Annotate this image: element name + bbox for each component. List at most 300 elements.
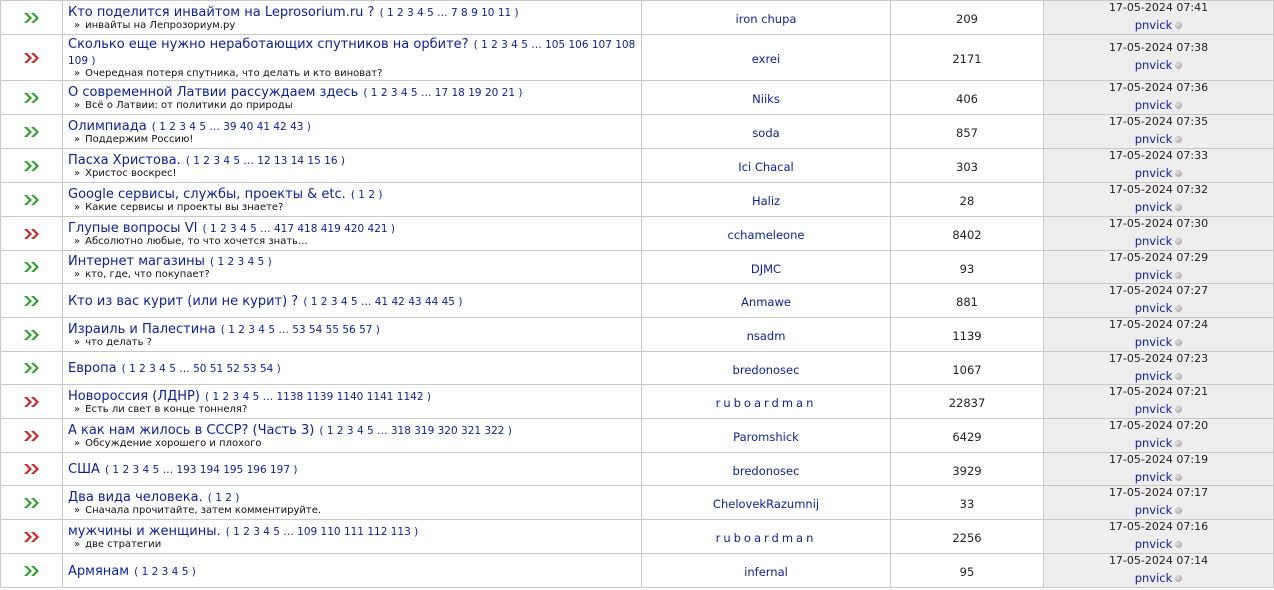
pagination-ellipsis: … — [437, 6, 448, 19]
page-link[interactable]: 21 — [501, 86, 516, 99]
last-post-cell — [1044, 81, 1274, 115]
page-link[interactable]: 321 — [461, 424, 482, 437]
topic-row — [1, 81, 1274, 115]
topic-status-cell — [1, 385, 63, 419]
page-link[interactable]: 17 — [434, 86, 449, 99]
topic-author-cell — [642, 284, 891, 318]
page-link[interactable]: 4 — [417, 6, 424, 19]
new-topic-arrow-icon[interactable] — [24, 494, 40, 513]
page-link[interactable]: 194 — [199, 464, 220, 476]
topic-replies-count: 8402 — [952, 228, 982, 242]
page-link[interactable]: 1 — [193, 154, 200, 167]
page-link[interactable]: 5 — [410, 86, 418, 99]
raquo-icon: » — [74, 133, 81, 145]
topic-author-link[interactable]: ChelovekRazumnij — [712, 497, 820, 511]
page-link[interactable]: 51 — [209, 363, 224, 375]
page-link[interactable]: 2 — [238, 323, 245, 336]
topic-description-text: две стратегии — [85, 538, 162, 550]
topic-author-cell — [642, 35, 891, 81]
page-link[interactable]: 5 — [273, 525, 280, 538]
page-link[interactable]: 1142 — [396, 390, 424, 403]
page-link[interactable]: 2 — [320, 295, 328, 308]
page-link[interactable]: 1141 — [366, 390, 394, 403]
topic-description — [68, 404, 641, 416]
topic-cell — [63, 419, 642, 453]
topic-replies-count: 2256 — [952, 531, 982, 545]
page-link[interactable]: 195 — [223, 464, 244, 476]
page-link[interactable]: 54 — [259, 363, 274, 375]
page-link[interactable]: 4 — [356, 424, 364, 437]
topic-description-text: Есть ли свет в конце тоннеля? — [85, 403, 248, 415]
topic-author-link[interactable]: exrei — [751, 52, 781, 66]
page-link[interactable]: 1139 — [306, 390, 334, 403]
page-link[interactable]: 13 — [273, 154, 288, 167]
topic-row — [1, 115, 1274, 149]
page-link[interactable]: 1 — [215, 491, 222, 504]
raquo-icon: » — [74, 67, 81, 79]
topic-replies-count: 209 — [956, 12, 978, 26]
page-link[interactable]: 1 — [387, 6, 394, 19]
topic-replies-count: 1139 — [952, 329, 982, 343]
page-link[interactable]: 1 — [233, 525, 240, 538]
last-post-user-link[interactable]: pnvick — [1134, 469, 1173, 484]
topic-author-link[interactable]: iron chupa — [735, 12, 797, 26]
hot-topic-arrow-icon[interactable] — [24, 528, 40, 547]
page-link[interactable]: 18 — [451, 86, 465, 99]
topic-author-link[interactable]: Haliz — [751, 194, 781, 208]
page-link[interactable]: 5 — [169, 363, 176, 375]
topic-status-cell — [1, 35, 63, 81]
page-link[interactable]: 56 — [342, 323, 356, 336]
topic-author-link[interactable]: ruboardman — [715, 531, 817, 545]
last-post-cell — [1044, 115, 1274, 149]
page-link[interactable]: 3 — [161, 565, 169, 578]
topic-title-link[interactable]: Сколько еще нужно неработающих спутников на орбите? — [68, 36, 469, 52]
offline-status-icon — [1175, 136, 1182, 143]
page-link[interactable]: 320 — [437, 424, 458, 437]
topic-replies-cell — [891, 251, 1044, 284]
topic-title-link[interactable]: мужчины и женщины. — [68, 523, 221, 539]
offline-status-icon — [1175, 507, 1182, 514]
page-link[interactable]: 2 — [169, 120, 176, 133]
topic-title-link[interactable]: Google сервисы, службы, проекты & etc. — [68, 186, 346, 202]
page-link[interactable]: 4 — [171, 565, 179, 578]
page-link[interactable]: 5 — [521, 38, 528, 51]
page-link[interactable]: 1 — [129, 363, 136, 375]
raquo-icon: » — [74, 504, 81, 516]
page-link[interactable]: 3 — [248, 323, 255, 336]
topic-title-link[interactable]: Глупые вопросы VI — [68, 220, 198, 236]
new-topic-arrow-icon[interactable] — [24, 326, 40, 345]
page-link[interactable]: 57 — [359, 323, 373, 336]
page-link[interactable]: 1 — [217, 256, 225, 268]
last-post-user-link[interactable]: pnvick — [1134, 166, 1173, 180]
page-link[interactable]: 2 — [227, 256, 235, 268]
topic-author-link[interactable]: Niiks — [752, 92, 780, 106]
page-link[interactable]: 16 — [324, 154, 338, 167]
page-link[interactable]: 417 — [273, 222, 294, 235]
topic-cell — [63, 554, 642, 588]
page-link[interactable]: 2 — [225, 491, 232, 504]
page-link[interactable]: 2 — [380, 86, 388, 99]
topic-description-text: кто, где, что покупает? — [85, 269, 210, 280]
new-topic-arrow-icon[interactable] — [24, 359, 40, 378]
page-link[interactable]: 106 — [568, 38, 589, 51]
topic-pagination: ( 1 2 3 4 5 ) — [134, 565, 196, 578]
last-post-user-link[interactable]: pnvick — [1134, 335, 1173, 349]
page-link[interactable]: 3 — [501, 38, 508, 51]
topic-title-link[interactable]: Кто из вас курит (или не курит) ? — [68, 293, 299, 309]
topic-replies-count: 881 — [956, 295, 978, 309]
pagination-ellipsis: … — [360, 295, 372, 308]
page-link[interactable]: 1138 — [276, 390, 304, 403]
topic-author-link[interactable]: soda — [752, 126, 780, 140]
topic-description-text: Очередная потеря спутника, что делать и кто виноват? — [85, 67, 383, 79]
page-link[interactable]: 19 — [468, 86, 482, 99]
page-link[interactable]: 4 — [263, 525, 270, 538]
last-post-cell — [1044, 453, 1274, 486]
page-link[interactable]: 9 — [471, 6, 478, 19]
last-post-user-link[interactable]: pnvick — [1134, 132, 1173, 146]
topic-replies-cell — [891, 554, 1044, 588]
page-link[interactable]: 3 — [232, 390, 240, 403]
topic-pagination: ( 1 2 3 4 5 … 7 8 9 10 11 ) — [379, 6, 519, 19]
topic-author-link[interactable]: bredonosec — [732, 362, 800, 377]
page-link[interactable]: 4 — [142, 464, 150, 476]
page-link[interactable]: 2 — [336, 424, 344, 437]
page-link[interactable]: 5 — [252, 390, 260, 403]
topic-description — [68, 134, 641, 146]
topic-description-text: Сначала прочитайте, затем комментируйте. — [85, 504, 322, 516]
page-link[interactable]: 2 — [397, 6, 404, 19]
topic-author-cell — [642, 419, 891, 453]
page-link[interactable]: 5 — [268, 323, 276, 336]
topic-title-link[interactable]: Интернет магазины — [68, 254, 205, 269]
topic-description — [68, 100, 641, 112]
last-post-user-link[interactable]: pnvick — [1134, 571, 1173, 585]
page-link[interactable]: 4 — [258, 323, 265, 336]
page-link[interactable]: 3 — [132, 464, 140, 476]
topic-author-link[interactable]: DJMC — [750, 261, 782, 276]
offline-status-icon — [1175, 474, 1182, 481]
topic-author-cell — [642, 149, 891, 183]
page-link[interactable]: 3 — [213, 154, 221, 167]
page-link[interactable]: 1 — [209, 222, 217, 235]
page-link[interactable]: 1 — [141, 565, 149, 578]
page-link[interactable]: 1 — [481, 38, 488, 51]
topic-author-link[interactable]: bredonosec — [732, 463, 800, 478]
last-post-user-link[interactable]: pnvick — [1134, 402, 1173, 416]
page-link[interactable]: 1 — [326, 424, 334, 437]
page-link[interactable]: 4 — [400, 86, 408, 99]
last-post-user-link[interactable]: pnvick — [1134, 200, 1173, 214]
topic-status-cell — [1, 217, 63, 251]
page-link[interactable]: 3 — [330, 295, 338, 308]
topic-row — [1, 486, 1274, 520]
topic-title-link[interactable]: Армянам — [68, 563, 130, 579]
page-link[interactable]: 5 — [350, 295, 358, 308]
page-link[interactable]: 3 — [407, 6, 414, 19]
page-link[interactable]: 14 — [290, 154, 305, 167]
page-link[interactable]: 1 — [310, 295, 318, 308]
last-post-user-link[interactable]: pnvick — [1134, 98, 1173, 112]
page-link[interactable]: 8 — [461, 6, 468, 19]
page-link[interactable]: 7 — [451, 6, 458, 19]
page-link[interactable]: 109 — [68, 54, 89, 67]
page-link[interactable]: 107 — [591, 38, 612, 51]
offline-status-icon — [1175, 204, 1182, 211]
topic-row — [1, 217, 1274, 251]
offline-status-icon — [1175, 440, 1182, 447]
topic-title-link[interactable]: А как нам жилось в СССР? (Часть 3) — [68, 422, 315, 438]
page-link[interactable]: 322 — [484, 424, 505, 437]
topic-title-link[interactable]: Кто поделится инвайтом на Leprosorium.ru ? — [68, 4, 375, 20]
new-topic-arrow-icon[interactable] — [24, 562, 40, 581]
last-post-cell — [1044, 385, 1274, 419]
topic-cell — [63, 251, 642, 284]
page-link[interactable]: 42 — [273, 120, 287, 133]
page-link[interactable]: 196 — [246, 464, 267, 476]
page-link[interactable]: 5 — [257, 256, 265, 268]
topic-replies-count: 3929 — [952, 463, 982, 478]
page-link[interactable]: 2 — [151, 565, 159, 578]
new-topic-arrow-icon[interactable] — [24, 157, 40, 176]
page-link[interactable]: 44 — [424, 295, 439, 308]
page-link[interactable]: 41 — [256, 120, 271, 133]
topic-status-cell — [1, 81, 63, 115]
topic-cell — [63, 81, 642, 115]
last-post-user-link[interactable]: pnvick — [1134, 267, 1173, 282]
topic-author-link[interactable]: Anmawe — [741, 295, 791, 309]
page-link[interactable]: 53 — [292, 323, 306, 336]
topic-title-link[interactable]: Олимпиада — [68, 118, 147, 134]
last-post-cell — [1044, 251, 1274, 284]
page-link[interactable]: 43 — [408, 295, 422, 308]
page-link[interactable]: 2 — [219, 222, 227, 235]
topic-description — [68, 168, 641, 180]
topic-description — [68, 68, 641, 80]
page-link[interactable]: 420 — [344, 222, 365, 235]
page-link[interactable]: 53 — [243, 363, 257, 375]
page-link[interactable]: 1140 — [336, 390, 364, 403]
page-link[interactable]: 2 — [243, 525, 250, 538]
offline-status-icon — [1175, 170, 1182, 177]
page-link[interactable]: 4 — [189, 120, 196, 133]
page-link[interactable]: 3 — [149, 363, 156, 375]
page-link[interactable]: 1 — [112, 464, 120, 476]
last-post-user-link[interactable]: pnvick — [1134, 436, 1173, 450]
page-link[interactable]: 3 — [253, 525, 260, 538]
page-link[interactable]: 4 — [159, 363, 166, 375]
topic-cell — [63, 217, 642, 251]
page-link[interactable]: 4 — [240, 222, 247, 235]
page-link[interactable]: 2 — [222, 390, 230, 403]
page-link[interactable]: 10 — [481, 6, 495, 19]
topic-replies-count: 33 — [959, 497, 975, 511]
topic-description — [68, 539, 641, 551]
topic-description-text: Обсуждение хорошего и плохого — [85, 437, 262, 449]
page-link[interactable]: 3 — [230, 222, 237, 235]
raquo-icon: » — [74, 235, 81, 247]
topic-author-link[interactable]: ruboardman — [715, 396, 817, 410]
page-link[interactable]: 2 — [122, 464, 130, 476]
topic-status-cell — [1, 284, 63, 318]
new-topic-arrow-icon[interactable] — [24, 258, 40, 277]
topic-replies-cell — [891, 81, 1044, 115]
page-link[interactable]: 52 — [226, 363, 240, 375]
topic-title-link[interactable]: Новороссия (ЛДНР) — [68, 388, 200, 404]
page-link[interactable]: 3 — [237, 256, 245, 268]
page-link[interactable]: 11 — [497, 6, 512, 19]
page-link[interactable]: 50 — [193, 363, 207, 375]
page-link[interactable]: 3 — [346, 424, 354, 437]
new-topic-arrow-icon[interactable] — [24, 9, 40, 28]
page-link[interactable]: 40 — [239, 120, 254, 133]
page-link[interactable]: 111 — [343, 525, 364, 538]
topic-author-link[interactable]: Paromshick — [733, 430, 799, 444]
page-link[interactable]: 5 — [250, 222, 257, 235]
hot-topic-arrow-icon[interactable] — [24, 427, 40, 446]
last-post-date: 17-05-2024 07:33 — [1108, 149, 1209, 162]
page-link[interactable]: 2 — [368, 188, 375, 201]
page-link[interactable]: 4 — [247, 256, 255, 268]
page-link[interactable]: 5 — [181, 565, 189, 578]
last-post-user-link[interactable]: pnvick — [1134, 58, 1173, 72]
last-post-user-link[interactable]: pnvick — [1134, 234, 1173, 248]
raquo-icon: » — [74, 437, 81, 449]
page-link[interactable]: 112 — [367, 525, 388, 538]
topic-author-link[interactable]: nsadm — [746, 329, 786, 343]
page-link[interactable]: 318 — [390, 424, 411, 437]
page-link[interactable]: 5 — [233, 154, 241, 167]
page-link[interactable]: 42 — [391, 295, 405, 308]
last-post-date: 17-05-2024 07:41 — [1108, 1, 1209, 14]
page-link[interactable]: 421 — [367, 222, 388, 235]
page-link[interactable]: 3 — [179, 120, 186, 133]
new-topic-arrow-icon[interactable] — [24, 191, 40, 210]
topic-status-cell — [1, 520, 63, 554]
page-link[interactable]: 419 — [320, 222, 341, 235]
topic-row — [1, 520, 1274, 554]
last-post-user-link[interactable]: pnvick — [1134, 18, 1173, 32]
hot-topic-arrow-icon[interactable] — [24, 460, 40, 479]
new-topic-arrow-icon[interactable] — [24, 89, 40, 108]
topic-status-cell — [1, 318, 63, 352]
new-topic-arrow-icon[interactable] — [24, 123, 40, 142]
topic-title-link[interactable]: О современной Латвии рассуждаем здесь — [68, 84, 359, 100]
page-link[interactable]: 54 — [308, 323, 323, 336]
topic-cell — [63, 35, 642, 81]
page-link[interactable]: 197 — [269, 464, 291, 476]
page-link[interactable]: 1 — [358, 188, 365, 201]
last-post-cell — [1044, 352, 1274, 385]
last-post-user-link[interactable]: pnvick — [1134, 503, 1173, 517]
topic-author-link[interactable]: cchameleone — [727, 228, 805, 242]
pagination-ellipsis: … — [278, 323, 289, 336]
last-post-date: 17-05-2024 07:19 — [1108, 452, 1209, 466]
page-link[interactable]: 105 — [545, 38, 566, 51]
page-link[interactable]: 41 — [374, 295, 389, 308]
offline-status-icon — [1175, 102, 1182, 109]
hot-topic-arrow-icon[interactable] — [24, 225, 40, 244]
page-link[interactable]: 1 — [228, 323, 235, 336]
topic-title-link[interactable]: Пасха Христова. — [68, 152, 181, 168]
page-link[interactable]: 4 — [242, 390, 250, 403]
last-post-user-link[interactable]: pnvick — [1134, 368, 1173, 383]
hot-topic-arrow-icon[interactable] — [24, 49, 40, 68]
page-link[interactable]: 4 — [340, 295, 348, 308]
pagination-ellipsis: … — [531, 38, 542, 51]
page-link[interactable]: 3 — [390, 86, 398, 99]
topic-description — [68, 438, 641, 450]
offline-status-icon — [1175, 22, 1182, 29]
page-link[interactable]: 45 — [441, 295, 455, 308]
page-link[interactable]: 418 — [297, 222, 318, 235]
page-link[interactable]: 55 — [325, 323, 340, 336]
topic-pagination: ( 1 2 3 4 5 … 1138 1139 1140 1141 1142 ) — [205, 390, 431, 403]
page-link[interactable]: 15 — [307, 154, 321, 167]
topic-replies-cell — [891, 352, 1044, 385]
topic-title-link[interactable]: США — [68, 462, 100, 477]
topic-author-link[interactable]: Ici Chacal — [738, 160, 794, 174]
page-link[interactable]: 39 — [223, 120, 237, 133]
topic-pagination: ( 1 2 3 4 5 … 105 106 107 108 109 ) — [68, 38, 636, 67]
last-post-user-link[interactable]: pnvick — [1134, 537, 1173, 551]
topic-description — [68, 20, 641, 32]
page-link[interactable]: 4 — [511, 38, 518, 51]
topic-title-link[interactable]: Европа — [68, 361, 117, 376]
page-link[interactable]: 193 — [176, 464, 197, 476]
page-link[interactable]: 20 — [484, 86, 499, 99]
raquo-icon: » — [74, 201, 81, 213]
last-post-user-link[interactable]: pnvick — [1134, 301, 1173, 315]
page-link[interactable]: 2 — [491, 38, 498, 51]
topic-title-link[interactable]: Два вида человека. — [68, 489, 203, 505]
topic-cell — [63, 453, 642, 486]
page-link[interactable]: 1 — [212, 390, 220, 403]
page-link[interactable]: 108 — [615, 38, 636, 51]
page-link[interactable]: 5 — [366, 424, 374, 437]
offline-status-icon — [1175, 238, 1182, 245]
last-post-date: 17-05-2024 07:38 — [1108, 41, 1209, 54]
last-post-cell — [1044, 318, 1274, 352]
topic-row — [1, 251, 1274, 284]
topic-cell — [63, 318, 642, 352]
page-link[interactable]: 113 — [390, 525, 411, 538]
new-topic-arrow-icon[interactable] — [24, 292, 40, 311]
page-link[interactable]: 1 — [159, 120, 166, 133]
page-link[interactable]: 2 — [203, 154, 210, 167]
page-link[interactable]: 110 — [320, 525, 341, 538]
page-link[interactable]: 319 — [414, 424, 435, 437]
hot-topic-arrow-icon[interactable] — [24, 393, 40, 412]
page-link[interactable]: 5 — [199, 120, 207, 133]
page-link[interactable]: 43 — [290, 120, 304, 133]
page-link[interactable]: 109 — [297, 525, 318, 538]
page-link[interactable]: 5 — [427, 6, 434, 19]
page-link[interactable]: 12 — [257, 154, 271, 167]
page-link[interactable]: 2 — [139, 363, 146, 375]
topic-author-link[interactable]: infernal — [744, 565, 788, 579]
topic-author-cell — [642, 520, 891, 554]
topic-cell — [63, 115, 642, 149]
last-post-date: 17-05-2024 07:14 — [1108, 554, 1209, 567]
topic-author-cell — [642, 453, 891, 486]
topic-title-link[interactable]: Израиль и Палестина — [68, 321, 216, 337]
page-link[interactable]: 1 — [370, 86, 378, 99]
page-link[interactable]: 4 — [223, 154, 231, 167]
page-link[interactable]: 5 — [152, 464, 160, 476]
